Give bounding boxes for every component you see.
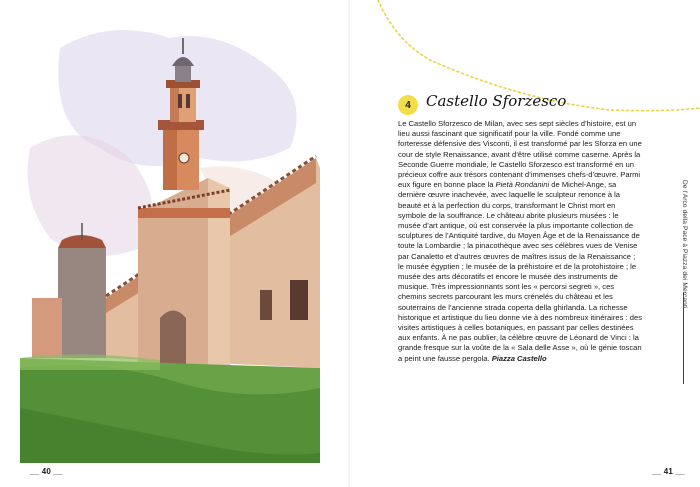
section-title: Castello Sforzesco [426, 92, 567, 110]
page-number-left: __ 40 __ [30, 467, 63, 476]
body-text-part-1: Le Castello Sforzesco de Milan, avec ses sept siècles d’histoire, est un lieu aussi fascinant que significatif pour la ville. Fondé comme une forteresse défensive des Visconti, il est transformé par les Sforza en une cour de style Renaissance, avant d’être utilisé comme caserne. Après la Seconde Guerre mondiale, le Castello Sforzesco est transformé en un précieux coffre aux trésors contenant d’immenses chefs-d’œuvre. Parmi eux figure en bonne place la [398, 119, 642, 190]
address-label: Piazza Castello [491, 353, 547, 363]
chapter-number-badge: 4 [398, 95, 418, 115]
artwork-title: Pietà Rondanini [495, 180, 550, 190]
castello-sforzesco-watercolor [20, 8, 320, 463]
running-head-rule [683, 292, 684, 384]
body-paragraph [398, 119, 643, 364]
body-text-part-2: de Michel-Ange, sa dernière œuvre inachevée, avec laquelle le sculpteur renonce à la beauté et à la perfection du corps, transformant le Christ mort en symbole de la souffrance. Le château abrite plusieurs musées : le musée d’art antique, où est conservée la plus importante collection de sculptures de l’Antiquité tardive, du Moyen Âge et de la Renaissance de toute la Lombardie ; la pinacothèque avec ses célèbres vues de Venise par Canaletto et d’autres œuvres de maîtres issus de la Renaissance ; le musée égyptien ; le musée de la préhistoire et de la protohistoire ; le musée des arts décoratifs et encore le musée des instruments de musique. Très impressionnants sont les « percorsi segreti », ces chemins secrets parcourant les murs crénelés du château et les souterrains de l’ancienne strada coperta della ghirlanda. La richesse historique et artistique du lieu donne vie à des nombreux itinéraires : des visites artistiques à celles botaniques, en passant par celles destinées aux enfants. À ne pas oublier, la célèbre œuvre de Léonard de Vinci : la grande fresque sur la voûte de la « Sala delle Asse », où le génie toscan a peint une fausse pergola. [398, 180, 642, 363]
page-number-right: __ 41 __ [652, 467, 685, 476]
running-head: De l’Arco della Pace à Piazza dei Mercanti [681, 180, 688, 309]
